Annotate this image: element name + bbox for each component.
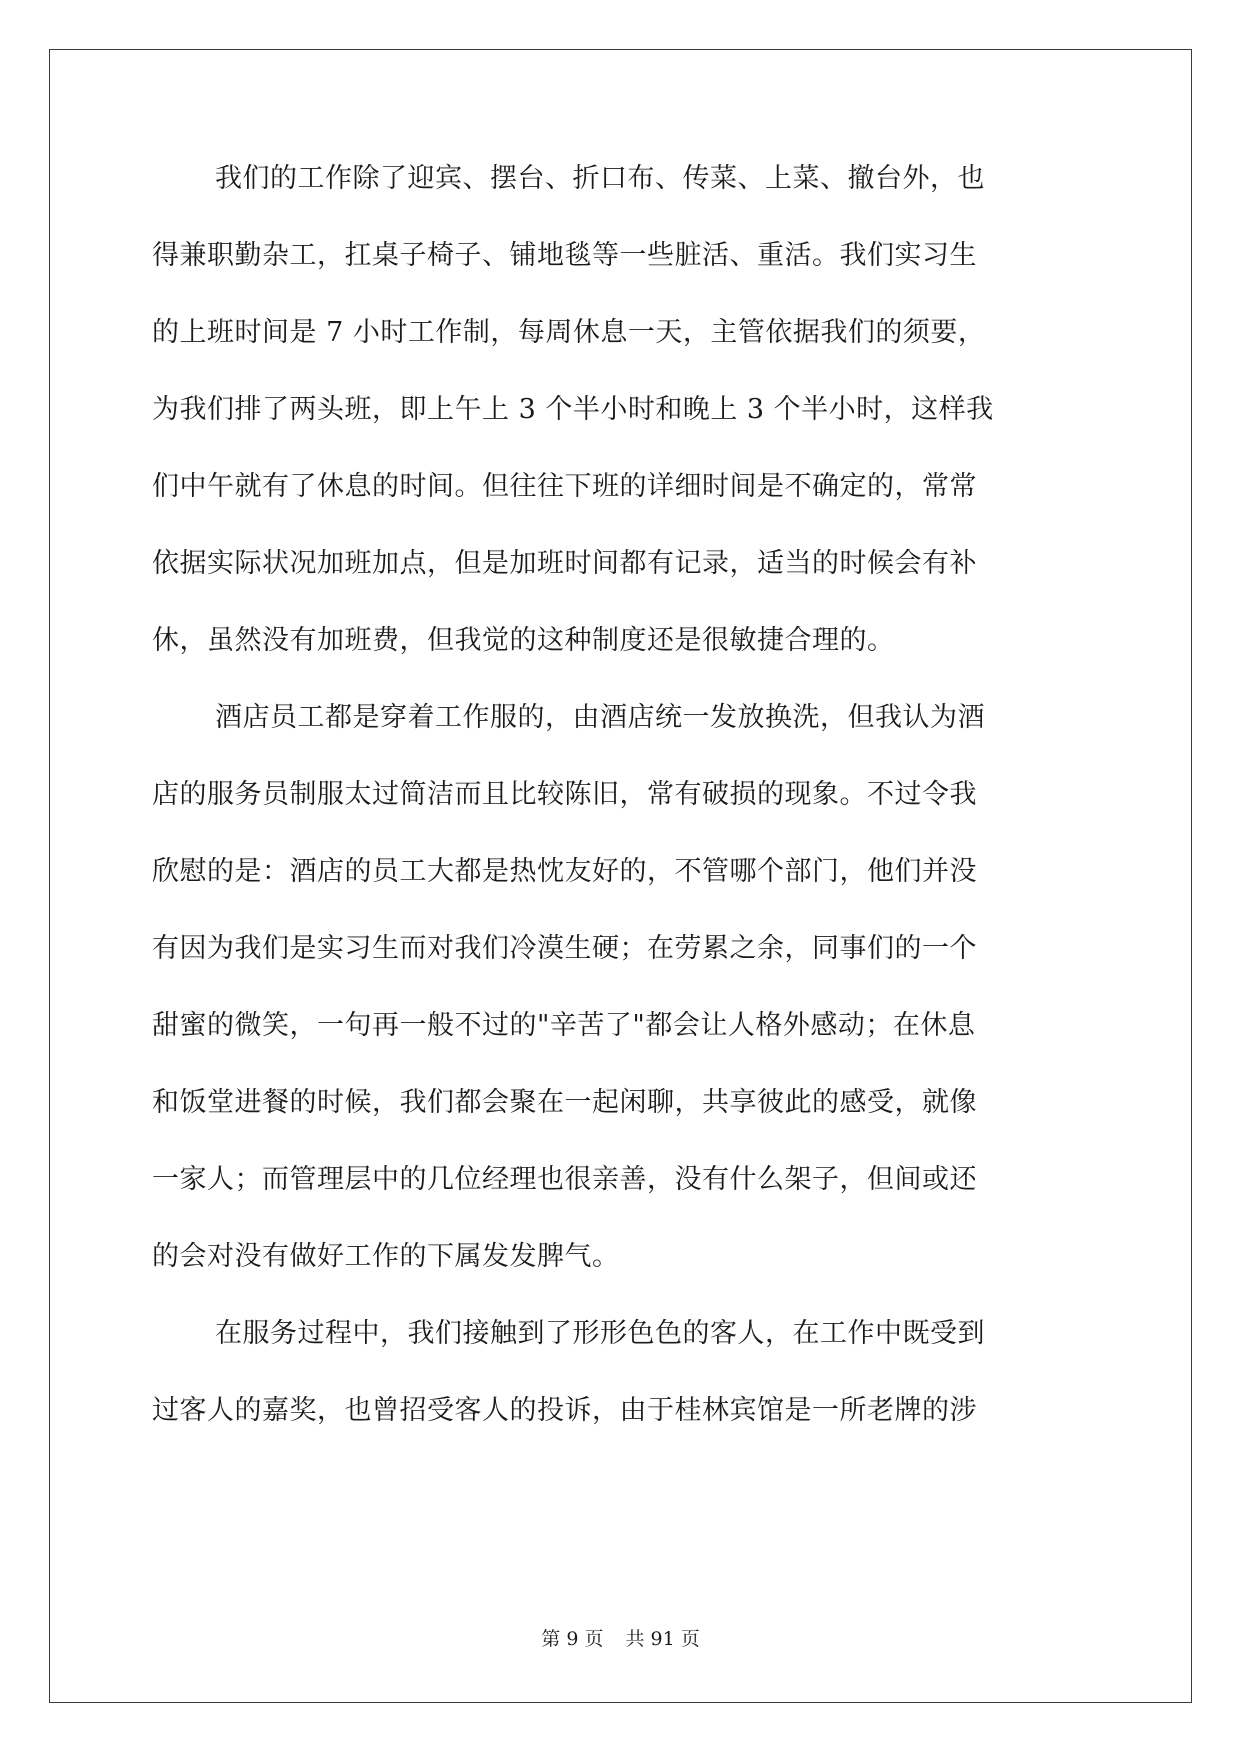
document-body (152, 163, 1092, 1472)
text-line: 和饭堂进餐的时候，我们都会聚在一起闲聊，共享彼此的感受，就像 (152, 1087, 977, 1118)
text-line: 得兼职勤杂工，扛桌子椅子、铺地毯等一些脏活、重活。我们实习生 (152, 240, 977, 271)
text-line: 的上班时间是 7 小时工作制，每周休息一天，主管依据我们的须要， (152, 317, 986, 348)
text-line: 过客人的嘉奖，也曾招受客人的投诉，由于桂林宾馆是一所老牌的涉 (152, 1395, 977, 1426)
text-line: 为我们排了两头班，即上午上 3 个半小时和晚上 3 个半小时，这样我 (152, 394, 994, 425)
text-line: 依据实际状况加班加点，但是加班时间都有记录，适当的时候会有补 (152, 548, 977, 579)
text-line: 甜蜜的微笑，一句再一般不过的"辛苦了"都会让人格外感动；在休息 (152, 1010, 976, 1041)
text-line: 休，虽然没有加班费，但我觉的这种制度还是很敏捷合理的。 (152, 625, 895, 656)
text-line: 酒店员工都是穿着工作服的，由酒店统一发放换洗，但我认为酒 (215, 702, 985, 733)
page-number: 第 9 页 (541, 1628, 604, 1650)
text-line: 欣慰的是：酒店的员工大都是热忱友好的，不管哪个部门，他们并没 (152, 856, 977, 887)
text-line: 们中午就有了休息的时间。但往往下班的详细时间是不确定的，常常 (152, 471, 977, 502)
total-pages: 共 91 页 (625, 1628, 700, 1650)
text-line: 在服务过程中，我们接触到了形形色色的客人，在工作中既受到 (215, 1318, 985, 1349)
text-line: 店的服务员制服太过简洁而且比较陈旧，常有破损的现象。不过令我 (152, 779, 977, 810)
text-line: 的会对没有做好工作的下属发发脾气。 (152, 1241, 620, 1272)
text-line: 我们的工作除了迎宾、摆台、折口布、传菜、上菜、撤台外，也 (215, 163, 985, 194)
page-footer (0, 1627, 1241, 1651)
text-line: 一家人；而管理层中的几位经理也很亲善，没有什么架子，但间或还 (152, 1164, 977, 1195)
text-line: 有因为我们是实习生而对我们冷漠生硬；在劳累之余，同事们的一个 (152, 933, 977, 964)
